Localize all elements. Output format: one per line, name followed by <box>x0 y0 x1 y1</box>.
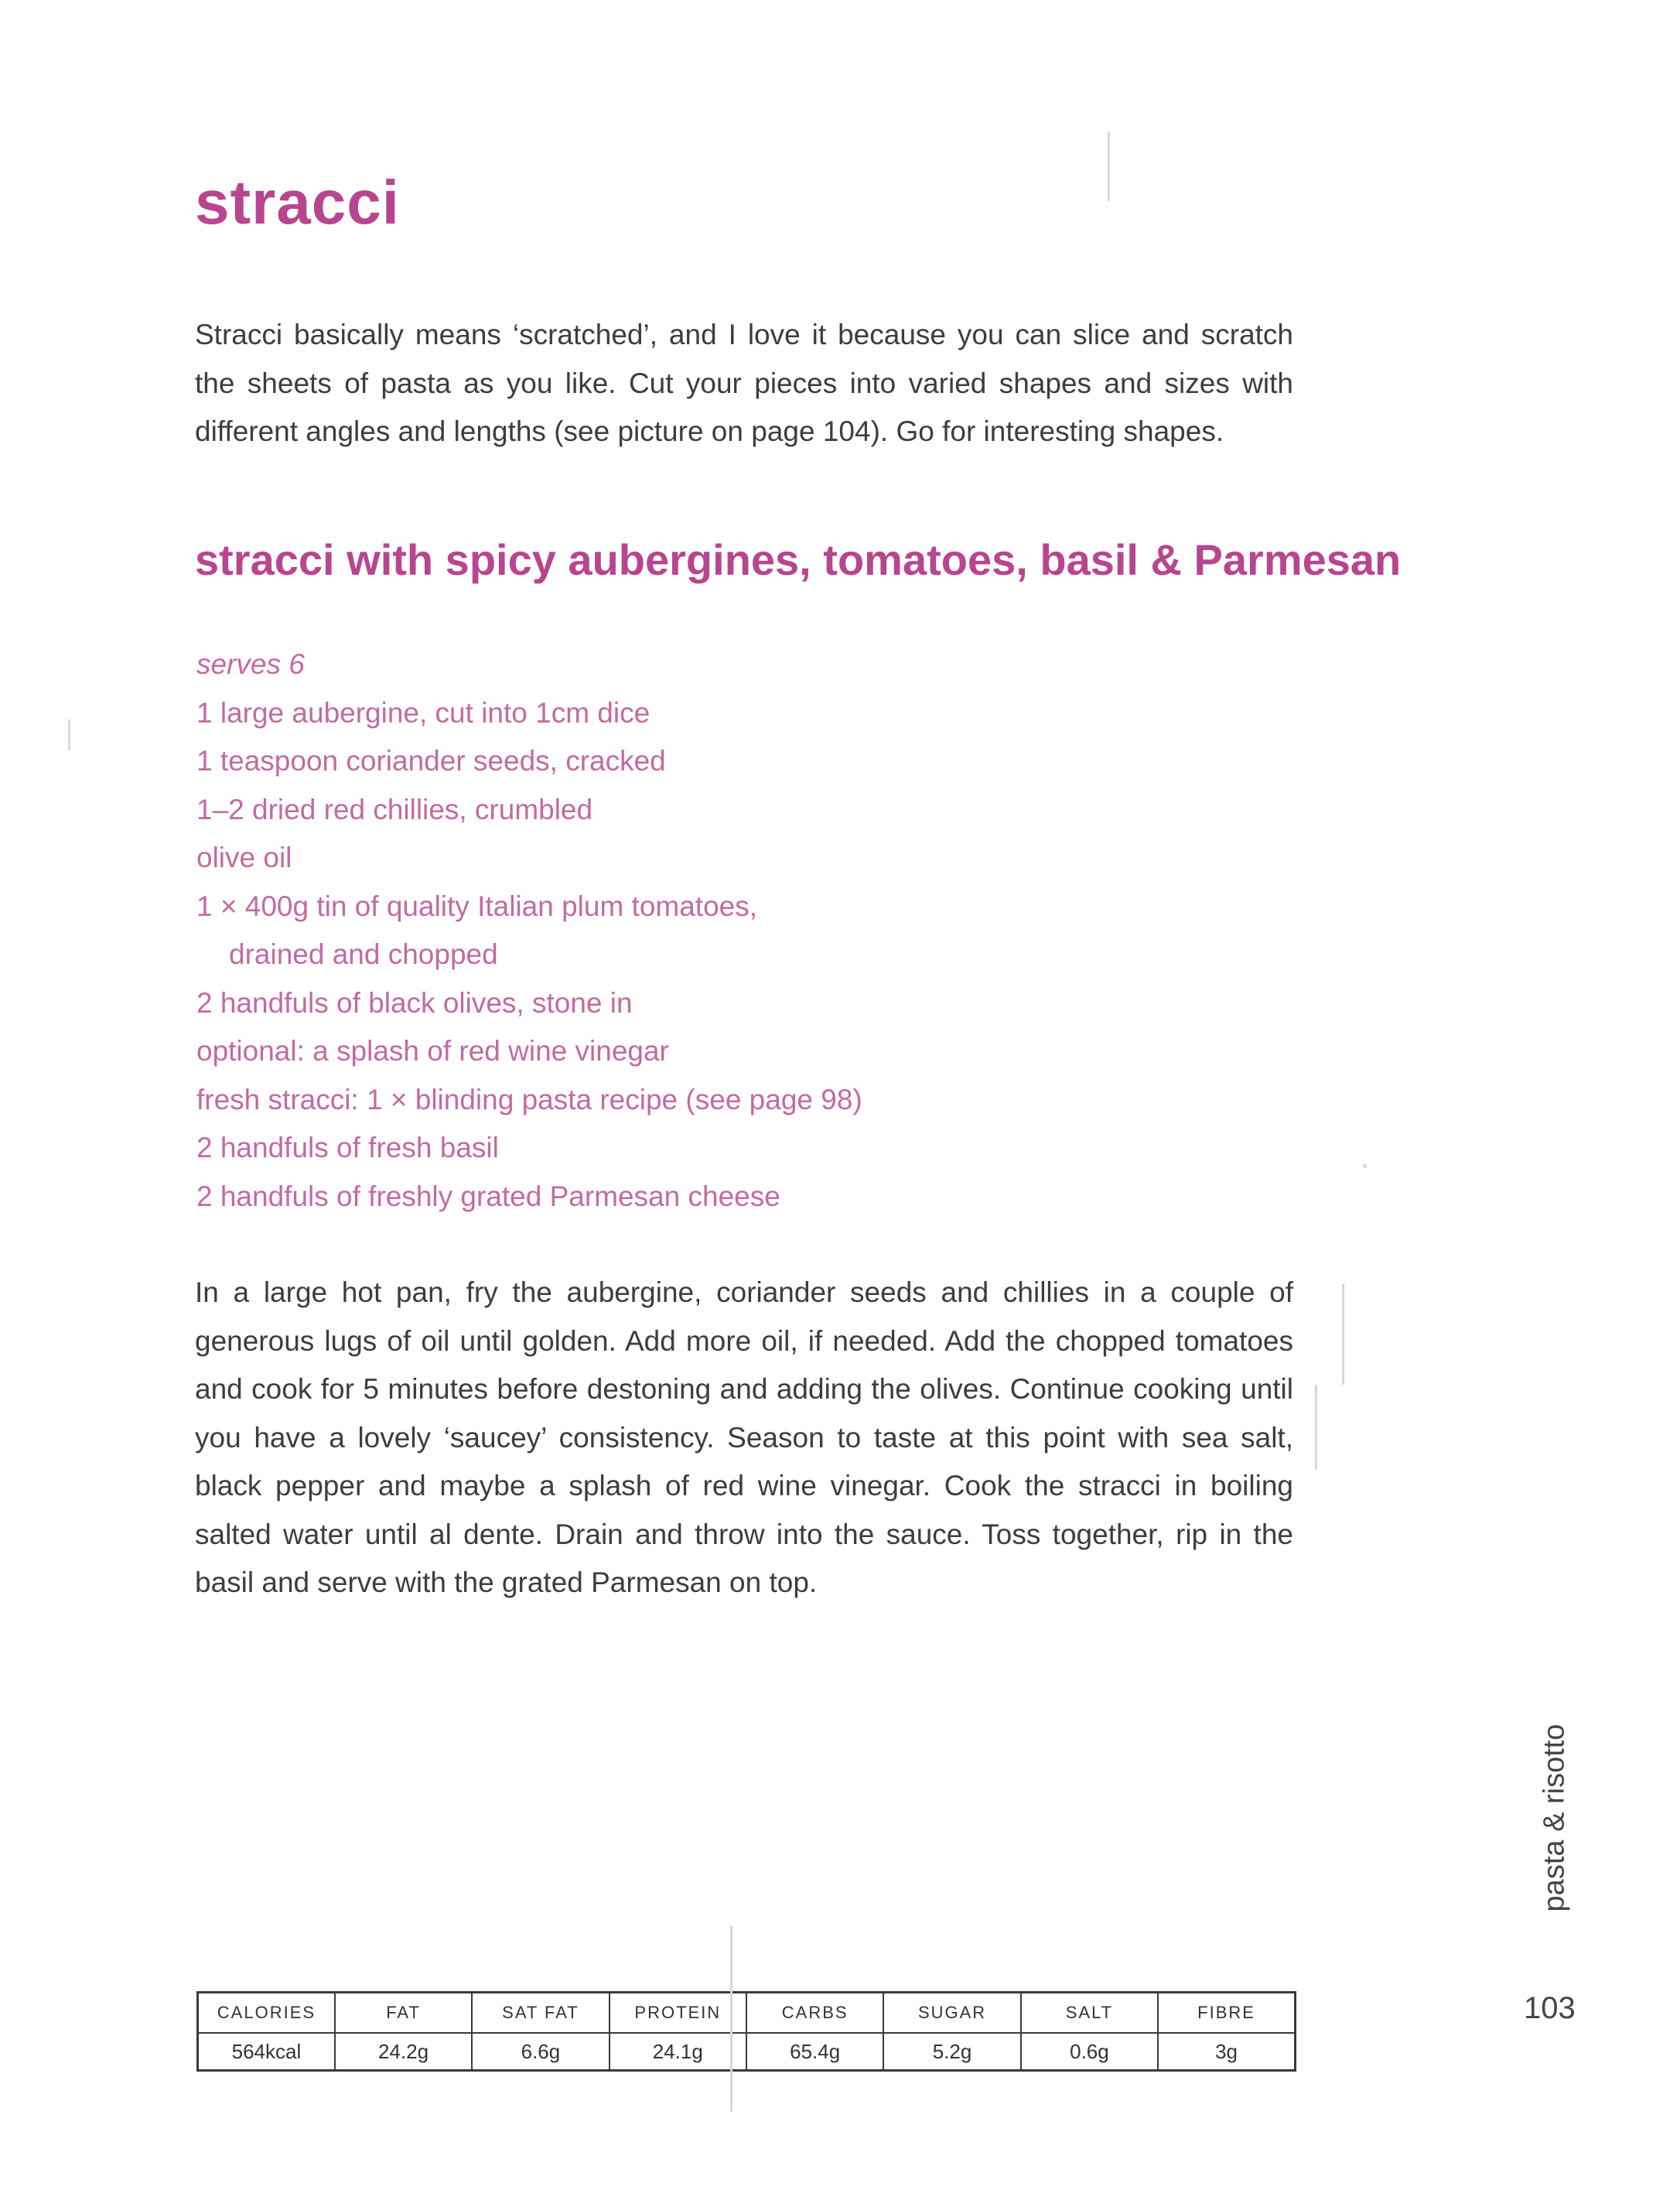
ingredient-item: optional: a splash of red wine vinegar <box>196 1035 669 1067</box>
ingredient-item: 1 large aubergine, cut into 1cm dice <box>196 696 650 729</box>
nutrition-header-row <box>198 1993 1296 2034</box>
nutrition-header-cell: CALORIES <box>198 1993 335 2034</box>
intro-paragraph: Stracci basically means ‘scratched’, and I love it because you can slice and scratch the sheets of pasta as you like. Cut your pieces into varied shapes and sizes with different angles and lengths (see picture on page 104). Go for interesting shapes. <box>195 319 1293 447</box>
nutrition-header-cell: SALT <box>1021 1993 1158 2034</box>
serves-line: serves 6 <box>196 648 305 680</box>
nutrition-value-cell: 5.2g <box>883 2033 1020 2071</box>
nutrition-header-cell: SUGAR <box>883 1993 1020 2034</box>
recipe-title: stracci with spicy aubergines, tomatoes, basil & Parmesan <box>195 535 1402 584</box>
ingredient-item: fresh stracci: 1 × blinding pasta recipe (see page 98) <box>196 1083 862 1115</box>
scan-mark <box>68 719 70 750</box>
page-title: stracci <box>195 168 400 237</box>
nutrition-value-cell: 0.6g <box>1021 2033 1158 2071</box>
ingredient-item: 2 handfuls of freshly grated Parmesan cheese <box>196 1180 780 1212</box>
ingredient-item: olive oil <box>196 842 292 873</box>
nutrition-value-cell: 3g <box>1158 2033 1295 2071</box>
ingredient-item: 1–2 dried red chillies, crumbled <box>196 793 593 825</box>
nutrition-header-cell: FIBRE <box>1158 1993 1295 2034</box>
nutrition-value-cell: 564kcal <box>198 2033 335 2071</box>
scan-mark <box>730 1926 732 2112</box>
scan-mark <box>1315 1385 1317 1470</box>
page-number: 103 <box>1524 1991 1576 2025</box>
nutrition-header-cell: FAT <box>335 1993 472 2034</box>
nutrition-value-cell: 6.6g <box>472 2033 609 2071</box>
scan-mark <box>1363 1164 1367 1168</box>
nutrition-value-row <box>198 2033 1296 2071</box>
nutrition-header-cell: CARBS <box>746 1993 883 2034</box>
nutrition-table <box>196 1991 1296 2072</box>
ingredient-item-continued: drained and chopped <box>229 938 498 970</box>
ingredient-item: 2 handfuls of fresh basil <box>196 1132 499 1163</box>
ingredient-item: 1 × 400g tin of quality Italian plum tomatoes, <box>196 890 758 922</box>
nutrition-value-cell: 65.4g <box>746 2033 883 2071</box>
nutrition-value-cell: 24.2g <box>335 2033 472 2071</box>
scan-mark <box>1342 1284 1344 1385</box>
nutrition-header-cell: SAT FAT <box>472 1993 609 2034</box>
method-paragraph: In a large hot pan, fry the aubergine, coriander seeds and chillies in a couple of generous lugs of oil until golden. Add more oil, if needed. Add the chopped tomatoes and cook for 5 minutes before destoning and adding the olives. Continue cooking until you have a lovely ‘saucey’ consistency. Season to taste at this point with sea salt, black pepper and maybe a splash of red wine vinegar. Cook the stracci in boiling salted water until al dente. Drain and throw into the sauce. Toss together, rip in the basil and serve with the grated Parmesan on top. <box>195 1276 1293 1598</box>
nutrition-value-cell: 24.1g <box>610 2033 746 2071</box>
scan-mark <box>1108 132 1110 201</box>
ingredient-list <box>196 641 862 1221</box>
ingredient-item: 2 handfuls of black olives, stone in <box>196 986 633 1019</box>
section-label-text: pasta & risotto <box>1538 1723 1571 1912</box>
ingredient-item: 1 teaspoon coriander seeds, cracked <box>196 745 666 777</box>
nutrition-header-cell: PROTEIN <box>610 1993 746 2034</box>
